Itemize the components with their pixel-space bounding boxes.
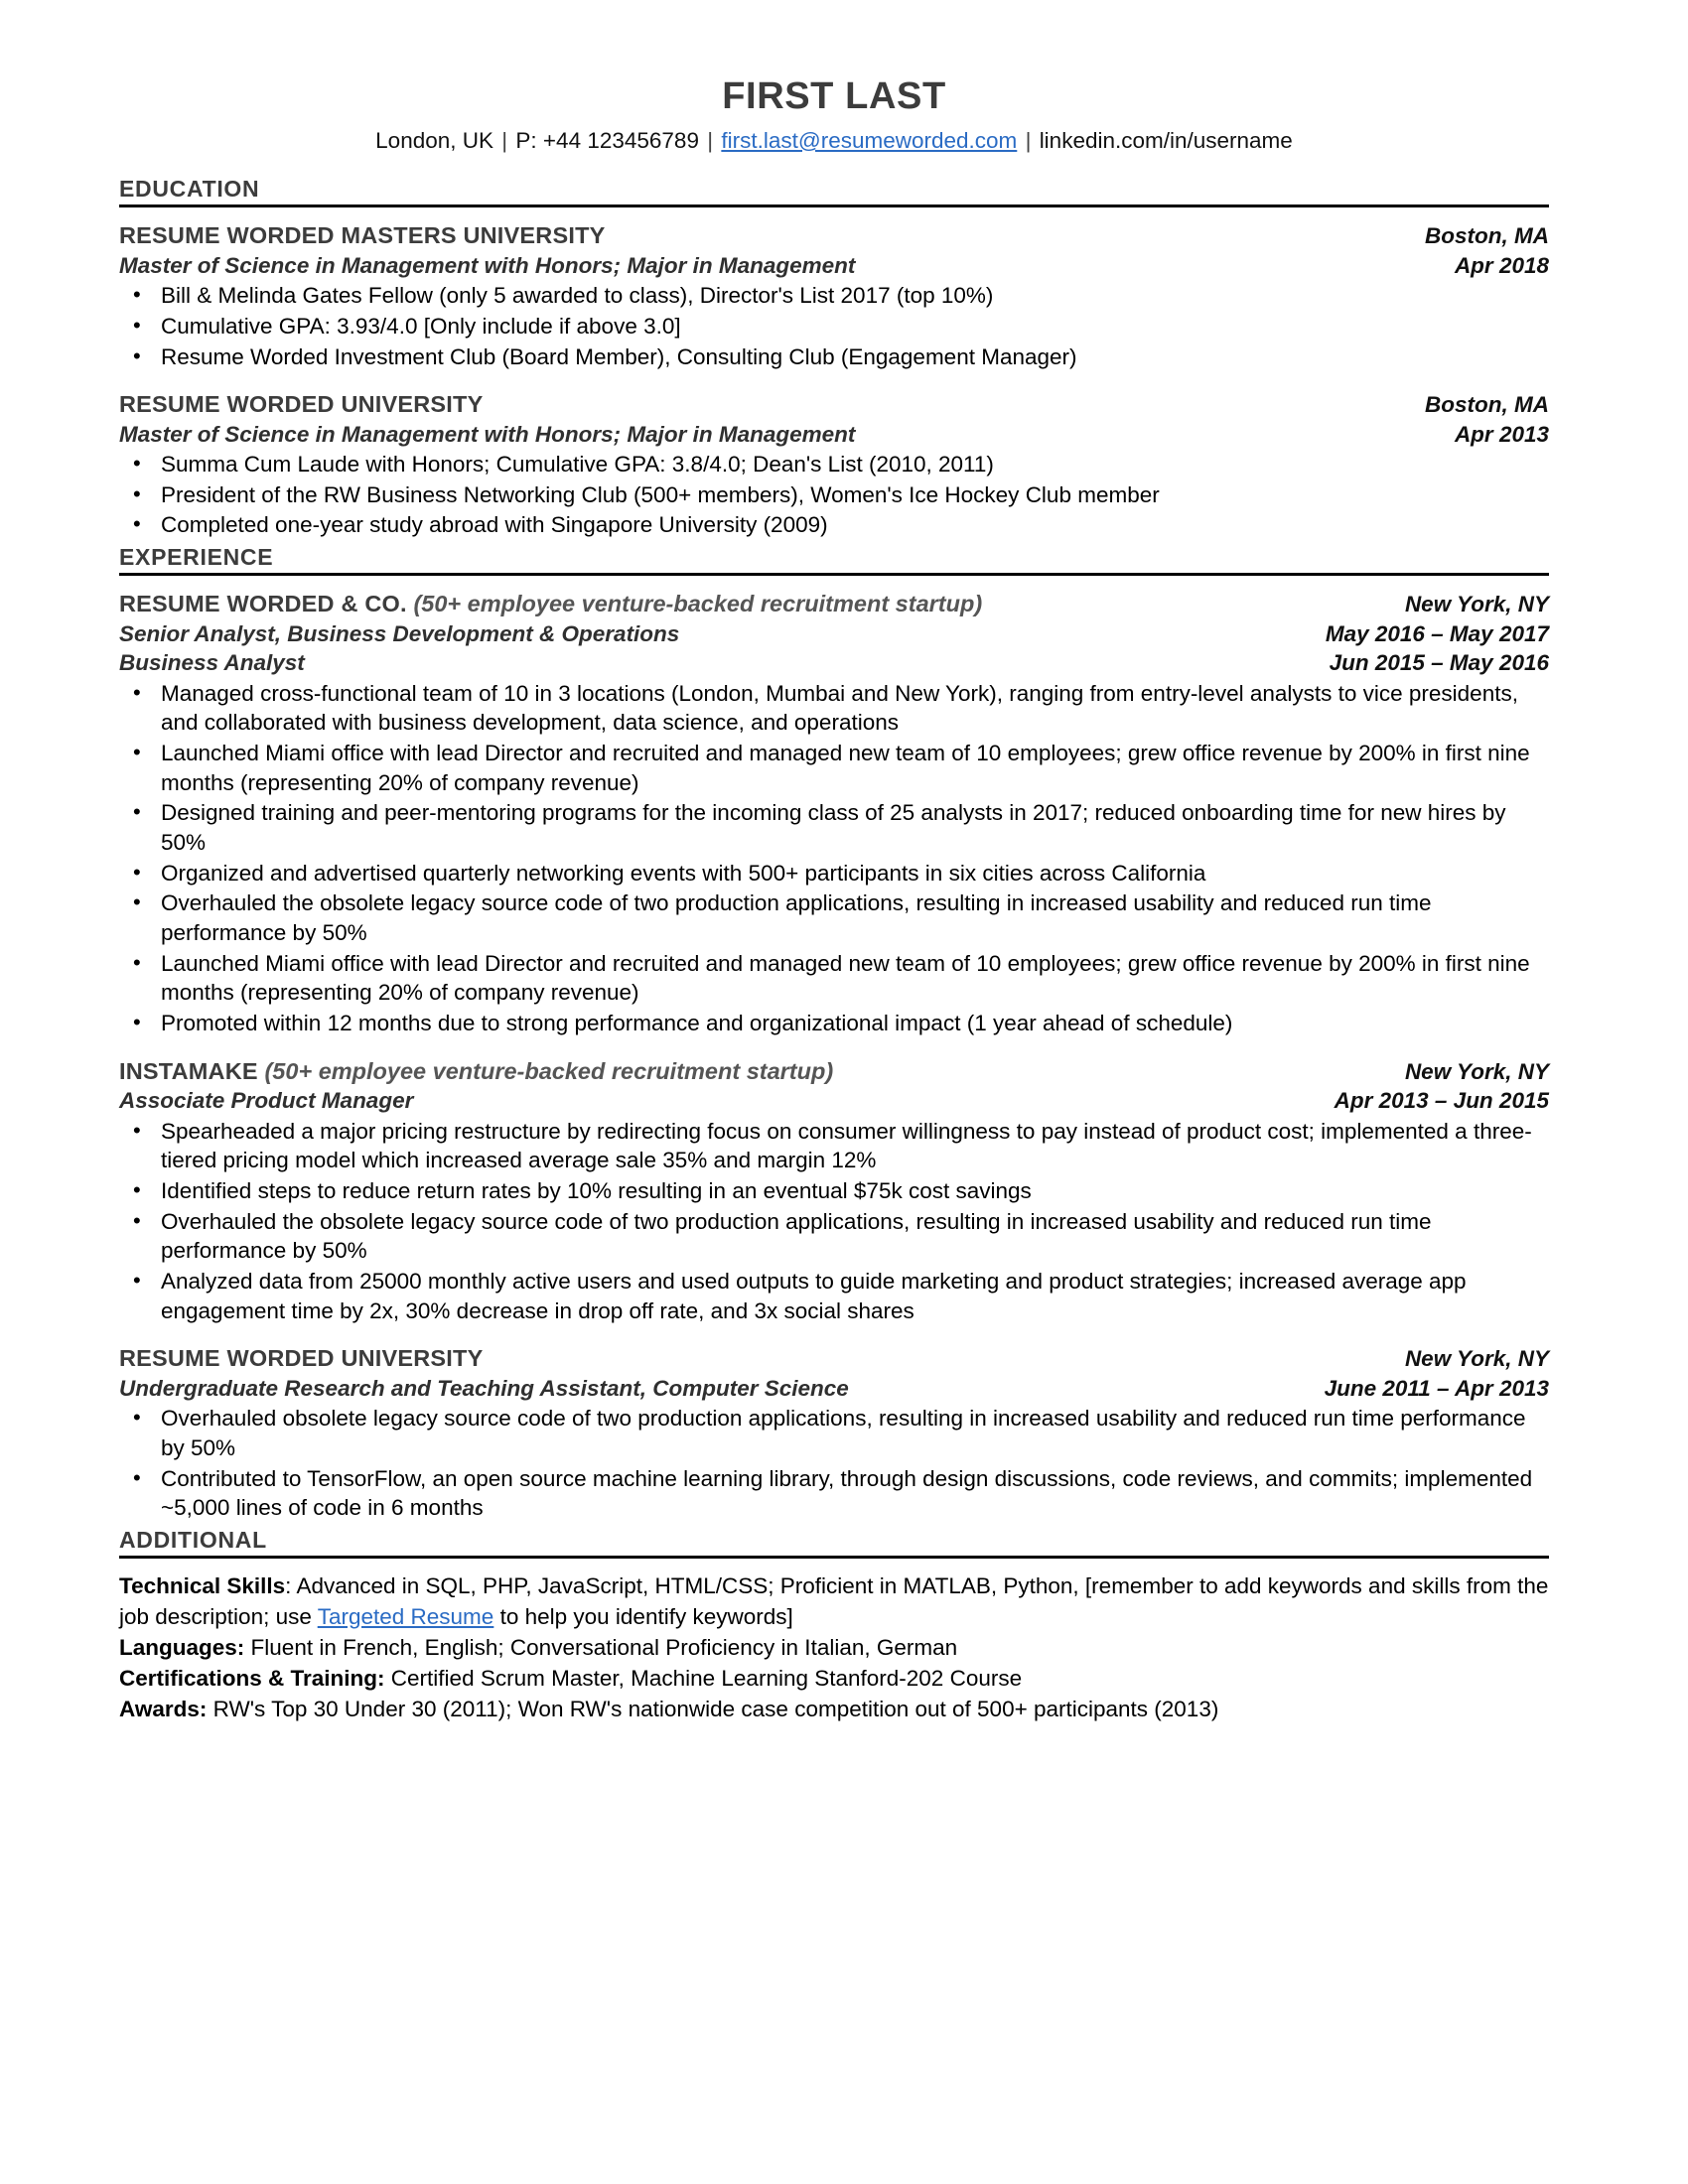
list-item: • Analyzed data from 25000 monthly active users and used outputs to guide marketing and product strategies; increased average app engagement time by 2x, 30% decrease in drop off rate, and 3x social shares [119, 1267, 1549, 1325]
entry-header-row [119, 1343, 1549, 1374]
education-degree: Master of Science in Management with Honors; Major in Management [119, 421, 856, 447]
experience-entry [119, 589, 1549, 1037]
experience-date: Apr 2013 – Jun 2015 [1334, 1088, 1549, 1114]
education-entry [119, 220, 1549, 371]
contact-email-link[interactable]: first.last@resumeworded.com [721, 127, 1018, 153]
contact-location: London, UK [375, 127, 494, 153]
additional-line-languages [119, 1633, 1549, 1663]
additional-label: Certifications & Training: [119, 1665, 385, 1691]
entry-title-row-secondary [119, 648, 1549, 677]
education-degree: Master of Science in Management with Honors; Major in Management [119, 252, 856, 278]
additional-label: Awards: [119, 1696, 208, 1721]
list-item: • Launched Miami office with lead Director and recruited and managed new team of 10 employees; grew office revenue by 200% in first nine months (representing 20% of company revenue) [119, 739, 1549, 797]
entry-header-row [119, 389, 1549, 420]
entry-title-row [119, 251, 1549, 280]
company-note: (50+ employee venture-backed recruitment startup) [413, 591, 983, 617]
education-organization: RESUME WORDED MASTERS UNIVERSITY [119, 222, 606, 249]
entry-header-row [119, 1056, 1549, 1087]
experience-company [119, 1343, 1405, 1374]
list-item: • Identified steps to reduce return rates by 10% resulting in an eventual $75k cost savings [119, 1176, 1549, 1206]
additional-label-suffix: : [285, 1573, 297, 1599]
education-date: Apr 2013 [1454, 421, 1549, 447]
section-heading-additional: ADDITIONAL [119, 1526, 267, 1553]
list-item: • Completed one-year study abroad with Singapore University (2009) [119, 510, 1549, 540]
contact-linkedin: linkedin.com/in/username [1039, 127, 1293, 153]
list-item: • Launched Miami office with lead Director and recruited and managed new team of 10 employees; grew office revenue by 200% in first nine months (representing 20% of company revenue) [119, 949, 1549, 1008]
list-item: • Overhauled the obsolete legacy source code of two production applications, resulting in increased usability and reduced run time performance by 50% [119, 888, 1549, 947]
experience-location: New York, NY [1404, 1346, 1549, 1372]
list-item: • Organized and advertised quarterly networking events with 500+ participants in six cities across California [119, 859, 1549, 888]
additional-line-awards [119, 1695, 1549, 1724]
experience-bullet-list [119, 1117, 1549, 1326]
experience-bullet-list [119, 679, 1549, 1038]
section-heading-experience: EXPERIENCE [119, 544, 274, 571]
section-education [119, 176, 1549, 540]
entry-title-row [119, 420, 1549, 449]
experience-entry [119, 1343, 1549, 1523]
entry-title-row [119, 1086, 1549, 1115]
experience-date: May 2016 – May 2017 [1325, 621, 1549, 647]
section-divider-education [119, 205, 1549, 207]
education-location: Boston, MA [1425, 223, 1549, 249]
section-experience [119, 544, 1549, 1523]
list-item: • Cumulative GPA: 3.93/4.0 [Only include if above 3.0] [119, 312, 1549, 341]
education-organization: RESUME WORDED UNIVERSITY [119, 391, 484, 418]
section-additional [119, 1527, 1549, 1724]
experience-job-title: Undergraduate Research and Teaching Assistant, Computer Science [119, 1375, 849, 1401]
contact-separator-2: | [707, 127, 714, 153]
experience-bullet-list [119, 1404, 1549, 1523]
company-name: INSTAMAKE [119, 1057, 258, 1084]
experience-entry [119, 1056, 1549, 1326]
education-entry [119, 389, 1549, 540]
education-date: Apr 2018 [1454, 252, 1549, 278]
additional-line-certifications [119, 1664, 1549, 1694]
experience-job-title: Associate Product Manager [119, 1088, 414, 1114]
additional-text-after: to help you identify keywords] [493, 1603, 793, 1629]
additional-line-technical-skills [119, 1571, 1549, 1631]
experience-location: New York, NY [1404, 592, 1549, 617]
section-heading-education: EDUCATION [119, 175, 260, 202]
contact-separator-3: | [1025, 127, 1032, 153]
entry-header-row [119, 220, 1549, 251]
list-item: • Spearheaded a major pricing restructure by redirecting focus on consumer willingness to pay instead of product cost; implemented a three-tiered pricing model which increased average sale 35% and margin 12% [119, 1117, 1549, 1175]
additional-text-before: Advanced in SQL, PHP, JavaScript, HTML/CSS; Proficient in MATLAB, Python, [remember to add keywords and skills from the job description; use [119, 1573, 1549, 1629]
experience-location: New York, NY [1404, 1058, 1549, 1084]
contact-line [119, 127, 1549, 154]
experience-job-title-secondary: Business Analyst [119, 650, 305, 676]
experience-company [119, 589, 1405, 619]
company-name: RESUME WORDED & CO. [119, 591, 407, 617]
additional-text-before: RW's Top 30 Under 30 (2011); Won RW's nationwide case competition out of 500+ participants (2013) [212, 1696, 1219, 1721]
education-bullet-list [119, 450, 1549, 540]
contact-phone: P: +44 123456789 [515, 127, 699, 153]
list-item: • Bill & Melinda Gates Fellow (only 5 awarded to class), Director's List 2017 (top 10%) [119, 281, 1549, 311]
section-divider-additional [119, 1556, 1549, 1559]
list-item: • Summa Cum Laude with Honors; Cumulative GPA: 3.8/4.0; Dean's List (2010, 2011) [119, 450, 1549, 479]
education-bullet-list [119, 281, 1549, 371]
company-note: (50+ employee venture-backed recruitment startup) [264, 1057, 834, 1084]
list-item: • Promoted within 12 months due to strong performance and organizational impact (1 year ahead of schedule) [119, 1009, 1549, 1038]
list-item: • Resume Worded Investment Club (Board Member), Consulting Club (Engagement Manager) [119, 342, 1549, 372]
education-location: Boston, MA [1425, 392, 1549, 418]
entry-title-row [119, 619, 1549, 648]
page-title: FIRST LAST [722, 75, 946, 117]
targeted-resume-link[interactable]: Targeted Resume [317, 1603, 494, 1629]
additional-text-before: Certified Scrum Master, Machine Learning Stanford-202 Course [390, 1665, 1023, 1691]
experience-date-secondary: Jun 2015 – May 2016 [1329, 650, 1549, 676]
experience-job-title: Senior Analyst, Business Development & Operations [119, 621, 680, 647]
list-item: • Contributed to TensorFlow, an open source machine learning library, through design discussions, code reviews, and commits; implemented ~5,000 lines of code in 6 months [119, 1464, 1549, 1523]
additional-label: Languages: [119, 1634, 245, 1660]
additional-label: Technical Skills [119, 1573, 286, 1599]
list-item: • Overhauled the obsolete legacy source code of two production applications, resulting in increased usability and reduced run time performance by 50% [119, 1207, 1549, 1266]
company-name: RESUME WORDED UNIVERSITY [119, 1345, 484, 1372]
additional-text-before: Fluent in French, English; Conversational Proficiency in Italian, German [250, 1634, 958, 1660]
list-item: • Designed training and peer-mentoring programs for the incoming class of 25 analysts in 2017; reduced onboarding time for new hires by 50% [119, 798, 1549, 857]
entry-header-row [119, 589, 1549, 619]
section-divider-experience [119, 573, 1549, 576]
experience-date: June 2011 – Apr 2013 [1324, 1375, 1549, 1401]
list-item: • Managed cross-functional team of 10 in 3 locations (London, Mumbai and New York), ranging from entry-level analysts to vice presidents, and collaborated with business development, data science, and operations [119, 679, 1549, 738]
list-item: • Overhauled obsolete legacy source code of two production applications, resulting in increased usability and reduced run time performance by 50% [119, 1404, 1549, 1462]
experience-company [119, 1056, 1405, 1087]
entry-title-row [119, 1374, 1549, 1403]
list-item: • President of the RW Business Networking Club (500+ members), Women's Ice Hockey Club member [119, 480, 1549, 510]
contact-separator-1: | [501, 127, 508, 153]
